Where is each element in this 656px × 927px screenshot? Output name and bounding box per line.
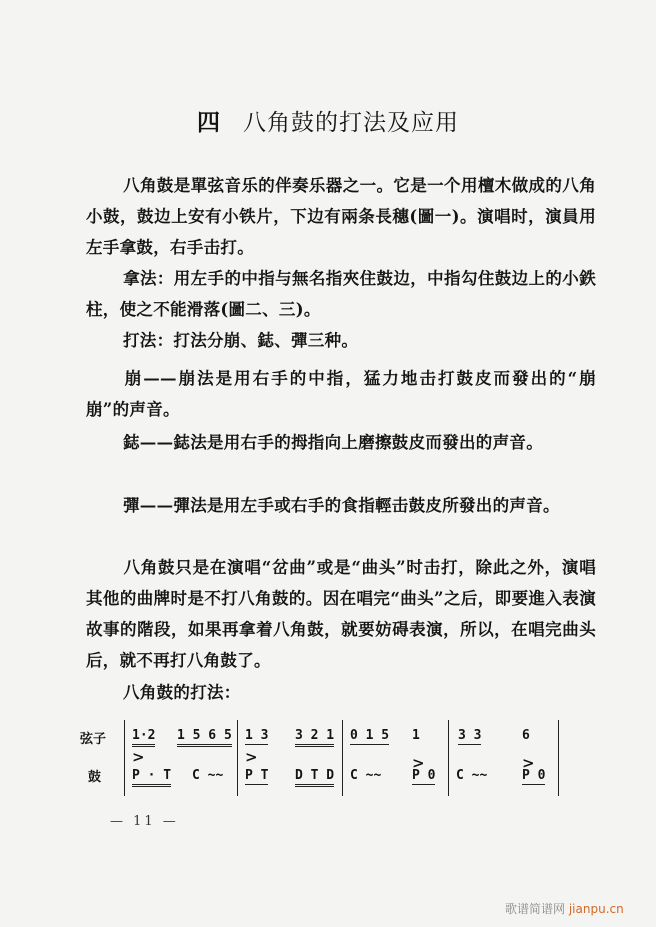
page-title	[0, 104, 656, 137]
drum-cell: P 0	[522, 768, 546, 783]
note-cell: 1	[412, 728, 420, 743]
note-cell: 3 3	[458, 728, 482, 743]
drum-cell: C ~~	[350, 768, 382, 783]
note-cell: 0 1 5	[350, 728, 390, 743]
note-cell: 1 5 6 5	[177, 728, 232, 747]
note-cell: 6	[522, 728, 530, 743]
accent-mark: >	[412, 754, 425, 772]
barline	[448, 720, 449, 796]
accent-mark: >	[522, 754, 535, 772]
paragraph-tan: 彈——彈法是用左手或右手的食指輕击鼓皮所發出的声音。	[123, 496, 560, 515]
note-cell: 3 2 1	[295, 728, 334, 747]
paragraph-methods: 打法：打法分崩、鋕、彈三种。	[123, 331, 359, 350]
paragraph-zhi: 鋕——鋕法是用右手的拇指向上磨擦鼓皮而發出的声音。	[123, 433, 543, 452]
drum-cell: C ~~	[456, 768, 488, 783]
drum-cell: C ~~	[192, 768, 224, 783]
drum-cell: D T D	[295, 768, 334, 787]
accent-mark: >	[245, 748, 258, 766]
chapter-title: 八角鼓的打法及应用	[243, 110, 459, 136]
barline	[558, 720, 559, 796]
paragraph-usage: 八角鼓只是在演唱“岔曲”或是“曲头”时击打，除此之外，演唱其他的曲牌时是不打八角鼓的。因在唱完“曲头”之后，即要進入表演故事的階段，如果再拿着八角鼓，就要妨碍表演，所以，在唱完曲头后，就不再打八角鼓了。	[86, 558, 596, 670]
label-xianzi: 弦子	[80, 732, 107, 747]
paragraph-beng: 崩——崩法是用右手的中指，猛力地击打鼓皮而發出的“崩崩”的声音。	[86, 369, 596, 419]
barline	[124, 720, 125, 796]
barline	[342, 720, 343, 796]
label-gu: 鼓	[88, 770, 102, 785]
paragraph-notation-intro: 八角鼓的打法：	[123, 683, 241, 702]
watermark: 歌谱简谱网 jianpu.cn	[505, 902, 624, 916]
note-cell: 1 3	[245, 728, 269, 743]
note-cell: 1·2	[132, 728, 155, 747]
drum-cell: P 0	[412, 768, 436, 783]
paragraph-holding: 拿法：用左手的中指与無名指夾住鼓边，中指勾住鼓边上的小鉄柱，使之不能滑落(圖二、三)。	[86, 269, 596, 319]
drum-cell: P T	[245, 768, 269, 783]
chapter-number: 四	[197, 109, 221, 136]
accent-mark: >	[132, 748, 145, 766]
page-number: — 11 —	[110, 814, 179, 829]
paragraph-intro: 八角鼓是單弦音乐的伴奏乐器之一。它是一个用檀木做成的八角小鼓，鼓边上安有小铁片，下边有兩条長穗(圖一)。演唱时，演員用左手拿鼓，右手击打。	[86, 176, 596, 257]
notation-score	[80, 718, 640, 798]
drum-cell: P · T	[132, 768, 171, 787]
barline	[237, 720, 238, 796]
